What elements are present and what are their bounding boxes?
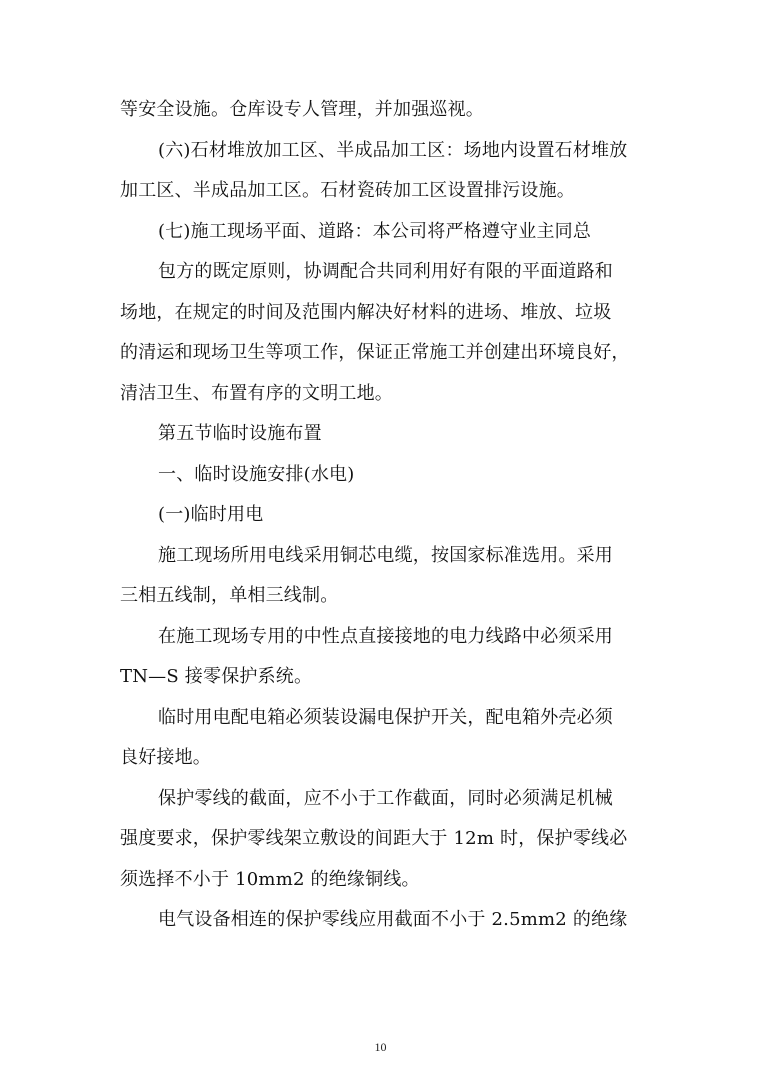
section-heading: 第五节临时设施布置 (158, 423, 322, 444)
item-heading: (一)临时用电 (158, 504, 264, 525)
text-line-20: 须选择不小于 10mm2 的绝缘铜线。 (120, 868, 420, 890)
text-line-12: 施工现场所用电线采用铜芯电缆，按国家标准选用。采用 (158, 544, 613, 566)
text-line-7: 的清运和现场卫生等项工作，保证正常施工并创建出环境良好， (120, 342, 630, 363)
text-line-19: 强度要求，保护零线架立敷设的间距大于 12m 时，保护零线必 (120, 828, 628, 849)
document-body (120, 90, 640, 941)
text-line-18: 保护零线的截面，应不小于工作截面，同时必须满足机械 (158, 787, 613, 809)
text-line-1: 等安全设施。仓库设专人管理，并加强巡视。 (120, 99, 484, 120)
page-number: 10 (374, 1040, 387, 1054)
subsection-heading: 一、临时设施安排(水电) (158, 463, 355, 485)
text-line-8: 清洁卫生、布置有序的文明工地。 (120, 382, 393, 404)
text-line-3: 加工区、半成品加工区。石材瓷砖加工区设置排污设施。 (120, 180, 575, 201)
text-line-4: (七)施工现场平面、道路：本公司将严格遵守业主同总 (158, 220, 592, 242)
text-line-6: 场地，在规定的时间及范围内解决好材料的进场、堆放、垃圾 (120, 301, 612, 323)
text-line-17: 良好接地。 (120, 747, 211, 768)
text-line-2: (六)石材堆放加工区、半成品加工区：场地内设置石材堆放 (158, 139, 628, 161)
text-line-14: 在施工现场专用的中性点直接接地的电力线路中必须采用 (158, 625, 613, 647)
text-line-13: 三相五线制，单相三线制。 (120, 585, 339, 606)
text-line-5: 包方的既定原则，协调配合共同利用好有限的平面道路和 (158, 261, 613, 282)
text-line-16: 临时用电配电箱必须装设漏电保护开关，配电箱外壳必须 (158, 706, 613, 728)
text-line-15: TN—S 接零保护系统。 (120, 666, 313, 687)
text-line-21: 电气设备相连的保护零线应用截面不小于 2.5mm2 的绝缘 (158, 909, 628, 930)
